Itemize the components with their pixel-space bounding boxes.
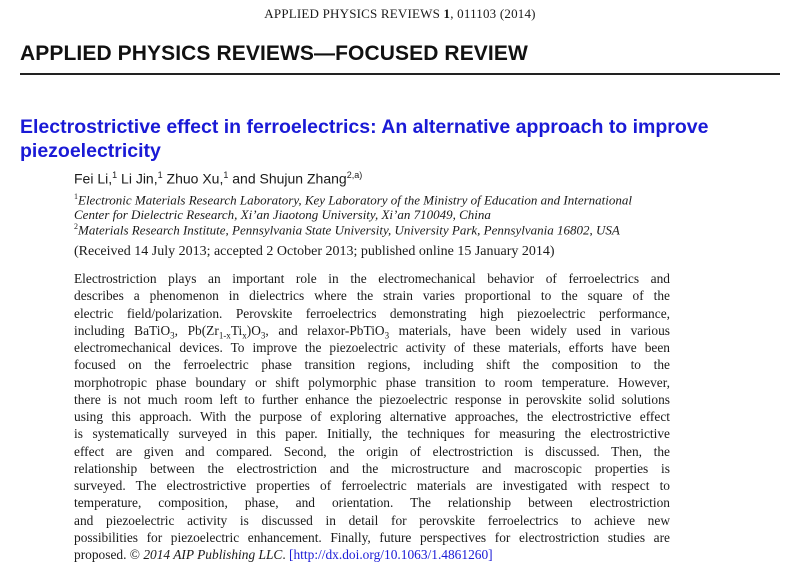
abstract-fragment: , and relaxor-PbTiO (265, 322, 385, 338)
author-affiliation-mark: 1 (112, 170, 118, 180)
subscript: x (242, 330, 247, 341)
article-title-line-1: Electrostrictive effect in ferroelectrics: An alternative approach to improve (20, 116, 709, 138)
abstract-fragment: . (282, 547, 290, 562)
affiliation-2 (74, 219, 774, 237)
abstract-line: possibilities for piezoelectric enhancement. Finally, future perspectives for electrostriction studies are (74, 529, 670, 545)
article-title (20, 115, 780, 163)
author-affiliation-mark: 1 (223, 170, 229, 180)
abstract-fragment: including BaTiO (74, 322, 171, 338)
article-title-line-2: piezoelectricity (20, 140, 161, 162)
journal-name: APPLIED PHYSICS REVIEWS (264, 6, 441, 21)
copyright-holder: 2014 AIP Publishing LLC (143, 547, 283, 562)
affiliation-mark: 1 (74, 192, 78, 201)
abstract-fragment: Ti (230, 322, 243, 338)
abstract-line: focused on the ferroelectric phase transition regions, including shift the composition to the (74, 357, 670, 373)
author-name: Zhuo Xu, (166, 170, 224, 187)
received-dates: (Received 14 July 2013; accepted 2 October 2013; published online 15 January 2014) (74, 244, 555, 259)
abstract-fragment: , Pb(Zr (174, 322, 219, 338)
abstract-line: effect are given and compared. Second, the origin of electrostriction is discussed. Then, the (74, 443, 670, 459)
subscript: 3 (384, 330, 390, 341)
affiliation-text: Electronic Materials Research Laboratory, Key Laboratory of the Ministry of Education and International (78, 192, 633, 208)
abstract-line: describes a phenomenon in dielectrics where the strain varies proportional to the square of the (74, 288, 670, 304)
abstract-line: temperature, composition, phase, and orientation. The relationship between electrostriction (74, 495, 670, 511)
abstract-line: electric field/polarization. Perovskite ferroelectrics demonstrating high piezoelectric performance, (74, 305, 670, 321)
abstract-line: there is not much room left to further enhance the piezoelectric response in perovskite solid solutions (74, 391, 670, 407)
author-name: Fei Li, (74, 170, 113, 187)
abstract-line: and piezoelectric activity is discussed in detail for perovskite ferroelectrics to achieve new (74, 512, 670, 528)
abstract-line: using this approach. With the purpose of exploring alternative approaches, the electrostrictive effect (74, 409, 670, 424)
affiliation-mark: 2 (74, 222, 78, 231)
abstract-fragment: materials, have been widely used in various (389, 322, 670, 338)
subscript: 3 (170, 330, 175, 341)
abstract-fragment: proposed. © (74, 547, 144, 562)
abstract-line: is systematically surveyed in this paper. Initially, the techniques for measuring the electrostrictive (74, 426, 670, 442)
abstract-line: electromechanical devices. To improve the piezoelectric activity of these materials, efforts have been (74, 340, 670, 355)
subscript: 1-x (218, 330, 231, 341)
abstract-line: surveyed. The electrostrictive properties of ferroelectric materials are investigated with respect to (74, 478, 670, 493)
journal-volume: 1 (443, 6, 451, 21)
subscript: 3 (260, 330, 266, 341)
abstract-fragment: )O (246, 322, 261, 338)
abstract-line: Electrostriction plays an important role in the electromechanical behavior of ferroelectrics and (74, 271, 670, 286)
affiliation-1 (74, 189, 774, 222)
abstract-line (74, 546, 670, 563)
author-affiliation-mark: 1 (157, 170, 163, 180)
author-name: Li Jin, (121, 170, 158, 187)
affiliation-text: Materials Research Institute, Pennsylvania State University, University Park, Pennsylvania 16802, USA (78, 222, 620, 238)
abstract-line: morphotropic phase boundary or shift polymorphic phase transition to room temperature. However, (74, 374, 670, 390)
abstract (74, 270, 670, 563)
abstract-line: relationship between the electrostriction and the microstructure and macroscopic properties is (74, 460, 670, 476)
journal-header (0, 6, 800, 22)
section-title: APPLIED PHYSICS REVIEWS—FOCUSED REVIEW (20, 42, 528, 65)
abstract-line (74, 322, 670, 339)
affiliation-text: Center for Dielectric Research, Xi’an Jiaotong University, Xi’an 710049, China (74, 207, 491, 223)
header-rule (20, 73, 780, 75)
journal-article-id: , 011103 (2014) (450, 6, 536, 21)
author-name: and Shujun Zhang (232, 170, 347, 187)
doi-link[interactable]: [http://dx.doi.org/10.1063/1.4861260] (289, 547, 493, 562)
author-affiliation-mark: 2,a) (346, 170, 363, 180)
author-list (74, 170, 362, 187)
